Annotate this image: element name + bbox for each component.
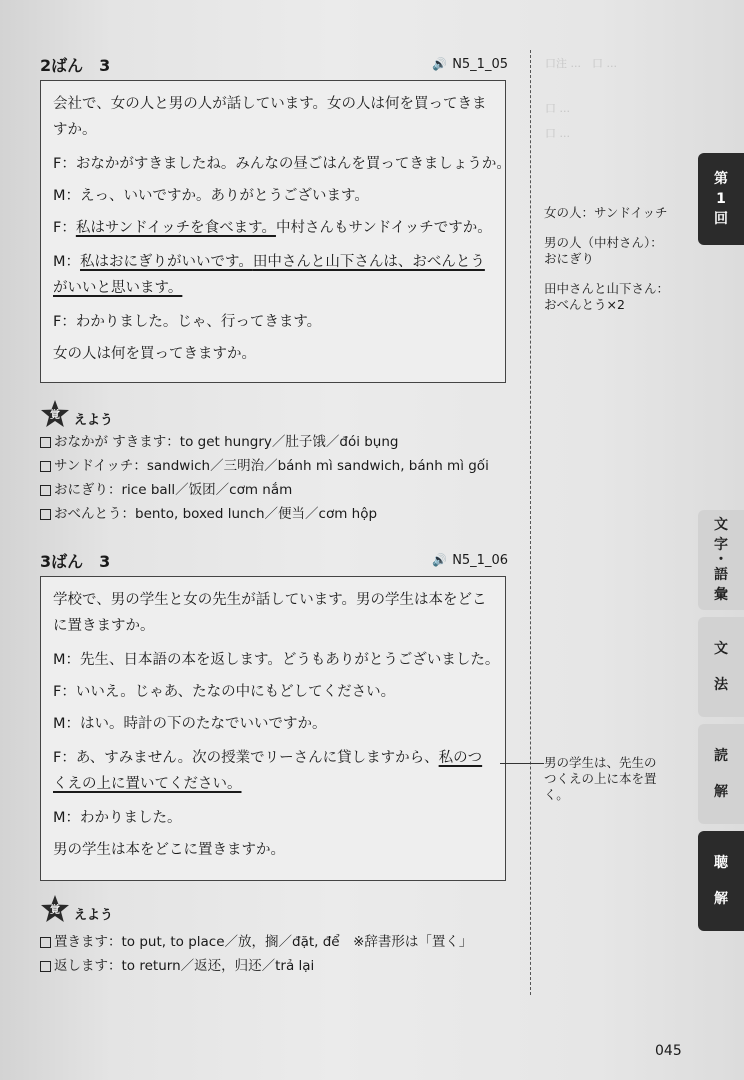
vocab-text: おなかが すきます：to get hungry／肚子饿／đói bụng [54, 434, 399, 450]
ghost-text: 口注 ... 口 ... [545, 57, 617, 70]
section-2-title: 2ばん 3 [40, 55, 111, 75]
note-line: つくえの上に本を置 [544, 771, 657, 786]
tab-char: 聴 [714, 855, 728, 871]
script-line: M：えっ、いいですか。ありがとうございます。 [53, 188, 369, 204]
script-line [53, 249, 495, 301]
note-line: 女の人：サンドイッチ [544, 205, 668, 220]
script-speaker: M： [53, 254, 81, 270]
tab-char: 解 [714, 784, 728, 800]
tab-char: 文 [714, 517, 728, 533]
vocab-item [40, 954, 520, 978]
section-3-vocab-list [40, 930, 520, 978]
tab-char: 字 [714, 537, 728, 553]
tab-listening[interactable] [698, 831, 744, 931]
checkbox[interactable] [40, 937, 51, 948]
script-line: 男の学生は本をどこに置きますか。 [53, 842, 285, 858]
section-2-script-box [40, 80, 511, 383]
vocab-text: おべんとう：bento, boxed lunch／便当／cơm hộp [54, 506, 378, 522]
underlined-phrase: えの上に置いてください。 [67, 776, 242, 792]
column-divider [530, 50, 531, 995]
star-badge-label: 覚 [50, 410, 60, 421]
section-2-header [40, 52, 508, 76]
script-line: M：先生、日本語の本を返します。どうもありがとうございました。 [53, 652, 500, 668]
tab-char: 第 [714, 171, 728, 187]
side-note-answer-3 [544, 755, 714, 803]
vocab-item [40, 502, 520, 526]
tab-char: 法 [714, 677, 728, 693]
script-line: M：わかりました。 [53, 810, 182, 826]
script-line: F：おなかがすきましたね。みんなの昼ごはんを買ってきましょうか。 [53, 156, 511, 172]
star-icon [40, 399, 70, 429]
section-2-vocab-list [40, 430, 520, 526]
tab-char: 語 [714, 567, 728, 583]
tab-char: 読 [714, 748, 728, 764]
script-line: 学校で、男の学生と女の先生が話しています。男の学生は本をどこに置きますか。 [53, 592, 487, 634]
section-3-title: 3ばん 3 [40, 551, 111, 571]
tab-char: ・ [714, 552, 728, 568]
section-2-vocab-header [40, 400, 113, 428]
script-line: F：いいえ。じゃあ、たなの中にもどしてください。 [53, 684, 396, 700]
tab-vocabulary[interactable] [698, 510, 744, 610]
underlined-phrase: 私はサンドイッチを食べます。 [75, 220, 276, 236]
script-text: F：あ、すみません。次の授業でリーさんに貸しますから、 [53, 750, 439, 766]
vocab-item [40, 430, 520, 454]
vocab-title: えよう [74, 907, 114, 923]
vocab-text: サンドイッチ：sandwich／三明治／bánh mì sandwich, bánh mì gối [54, 458, 489, 474]
note-line: 男の人（中村さん）： [544, 235, 663, 250]
section-2-track[interactable] [432, 57, 508, 72]
note-line: おにぎり [544, 251, 595, 266]
tab-char: 解 [714, 891, 728, 907]
script-line: M：はい。時計の下のたなでいいですか。 [53, 716, 327, 732]
checkbox[interactable] [40, 461, 51, 472]
note-line: 田中さんと山下さん： [544, 281, 670, 296]
script-line [53, 217, 495, 239]
script-text: 中村さんもサンドイッチですか。 [275, 220, 492, 236]
checkbox[interactable] [40, 961, 51, 972]
vocab-text: 返します：to return／返还，归还／trả lại [54, 958, 315, 974]
vocab-text: おにぎり：rice ball／饭团／cơm nắm [54, 482, 293, 498]
script-line: 会社で、女の人と男の人が話しています。女の人は何を買ってきますか。 [53, 96, 487, 138]
speaker-icon: 🔊 [432, 553, 448, 567]
checkbox[interactable] [40, 509, 51, 520]
side-note-answer-2 [544, 205, 714, 327]
underlined-phrase: 田中さんと山下さんは、おべんとうがいいと思います。 [53, 254, 485, 296]
section-2-track-id: N5_1_05 [452, 56, 508, 72]
tab-char: 彙 [714, 587, 728, 603]
vocab-title: えよう [74, 412, 114, 428]
section-3-header [40, 548, 508, 572]
speaker-icon: 🔊 [432, 57, 448, 71]
checkbox[interactable] [40, 485, 51, 496]
note-line: おべんとう×2 [544, 297, 625, 312]
star-badge-label: 覚 [50, 905, 60, 916]
ghost-text: 口 ... [545, 127, 570, 140]
callout-line [500, 763, 544, 764]
script-line [53, 745, 495, 797]
vocab-text: 置きます：to put, to place／放，搁／đặt, để ※辞書形は「置く」 [54, 934, 473, 950]
underlined-phrase: 私のつく [53, 750, 483, 792]
section-3-vocab-header [40, 895, 113, 923]
script-line: F：わかりました。じゃ、行ってきます。 [53, 314, 322, 330]
tab-char: 回 [714, 211, 728, 227]
underlined-phrase: 私はおにぎりがいいです。 [80, 254, 253, 270]
tab-round-1[interactable] [698, 153, 744, 245]
star-icon [40, 894, 70, 924]
vocab-item [40, 930, 520, 954]
vocab-item [40, 478, 520, 502]
tab-char: 文 [714, 641, 728, 657]
note-line: く。 [544, 787, 569, 802]
vocab-item [40, 454, 520, 478]
tab-char: 1 [716, 191, 726, 207]
script-speaker: F： [53, 220, 76, 236]
section-3-track-id: N5_1_06 [452, 552, 508, 568]
note-line: 男の学生は、先生の [544, 755, 657, 770]
checkbox[interactable] [40, 437, 51, 448]
script-line: 女の人は何を買ってきますか。 [53, 346, 256, 362]
section-3-track[interactable] [432, 553, 508, 568]
tab-reading[interactable] [698, 724, 744, 824]
page-number: 045 [655, 1043, 682, 1059]
ghost-text: 口 ... [545, 102, 570, 115]
tab-grammar[interactable] [698, 617, 744, 717]
section-3-script-box [40, 576, 506, 881]
